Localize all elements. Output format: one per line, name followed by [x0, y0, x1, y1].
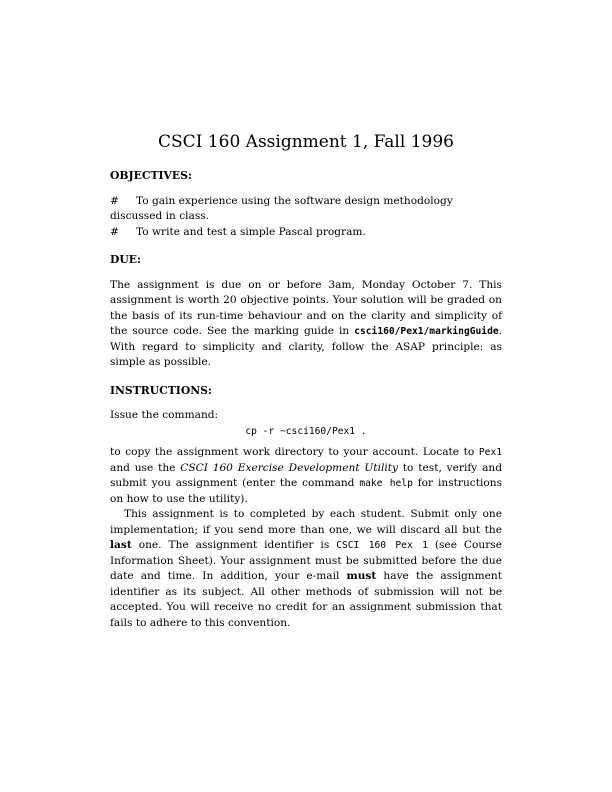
- document-page: [110, 132, 502, 631]
- instructions-text: one. The assignment identifier is: [131, 539, 337, 551]
- due-text-end: . With regard to simplicity and clarity, follow the ASAP principle: as simple as possible.: [110, 325, 502, 368]
- objective-text: To write and test a simple Pascal program.: [136, 225, 366, 238]
- make-help-command: make help: [359, 478, 413, 489]
- due-heading: DUE:: [110, 253, 141, 266]
- objective-item: [110, 225, 502, 241]
- objective-item: [110, 194, 502, 210]
- instructions-text: (see Course Information Sheet). Your assignment must be submitted before the due date and time. In addition, your e-mail: [110, 539, 502, 582]
- issue-command-text: Issue the command:: [110, 409, 219, 421]
- pex1-dir: Pex1: [478, 447, 502, 458]
- objectives-heading: OBJECTIVES:: [110, 169, 192, 182]
- objective-text: To gain experience using the software design methodology: [136, 194, 453, 207]
- instructions-paragraph-1: [110, 445, 502, 507]
- instructions-text: and use the: [110, 461, 181, 474]
- instructions-text: This assignment is to completed by each student. Submit only one implementation; if you send more than one, we will discard all but the: [110, 508, 502, 536]
- due-paragraph: [110, 278, 502, 371]
- emphasis-last: last: [110, 539, 132, 551]
- objective-continuation: discussed in class.: [110, 210, 210, 222]
- emphasis-must: must: [346, 570, 377, 582]
- due-text: The assignment is due on or before 3am, Monday October 7. This assignment is worth 20 objective points. Your solution will be graded on the basis of its run-time behaviour and on the clarity and simplicity of the source code. See the marking guide in: [110, 278, 502, 337]
- instructions-text: have the assignment identifier as its subject. All other methods of submission will not be accepted. You will receive no credit for an assignment submission that fails to adhere to this convention.: [110, 570, 503, 629]
- assignment-identifier: CSCI 160 Pex 1: [336, 540, 428, 551]
- document-title: CSCI 160 Assignment 1, Fall 1996: [158, 132, 454, 152]
- marking-guide-path: csci160/Pex1/markingGuide: [354, 326, 499, 337]
- copy-command: cp -r ~csci160/Pex1 .: [245, 425, 367, 437]
- instructions-text: to copy the assignment work directory to your account. Locate to: [110, 446, 479, 458]
- utility-name: CSCI 160 Exercise Development Utility: [180, 461, 398, 474]
- bullet-marker: #: [110, 194, 119, 207]
- instructions-paragraph-2: [110, 507, 502, 631]
- instructions-text: for instructions on how to use the utility).: [110, 477, 503, 505]
- instructions-heading: INSTRUCTIONS:: [110, 383, 212, 397]
- instructions-text: to test, verify and submit you assignment (enter the command: [110, 461, 502, 489]
- bullet-marker: #: [110, 225, 119, 238]
